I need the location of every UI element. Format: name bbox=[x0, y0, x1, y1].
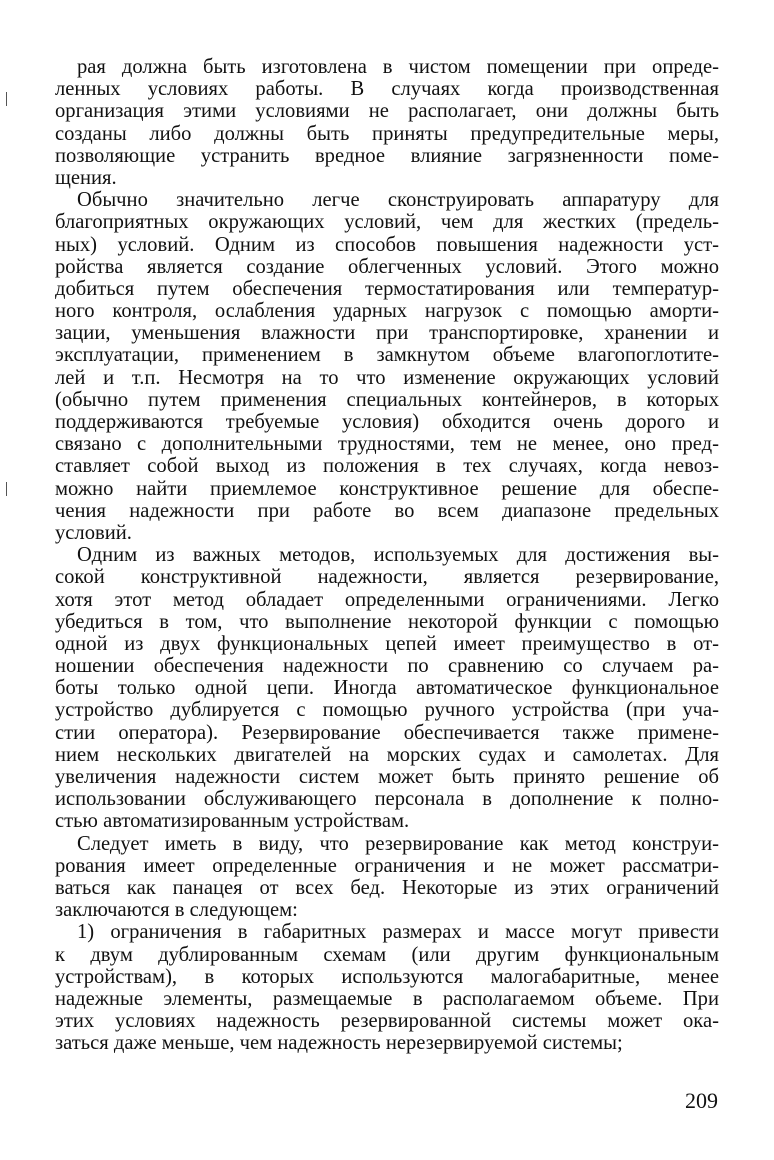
page-body-text bbox=[55, 56, 719, 1054]
text-line: ного контроля, ослабления ударных нагрузок с помощью аморти- bbox=[55, 300, 719, 323]
scan-mark bbox=[6, 92, 7, 106]
text-line: стии оператора). Резервирование обеспечивается также примене- bbox=[55, 721, 719, 744]
text-line: ставляет собой выход из положения в тех случаях, когда невоз- bbox=[55, 455, 719, 478]
text-line: надежные элементы, размещаемые в располагаемом объеме. При bbox=[55, 987, 719, 1010]
text-line: сокой конструктивной надежности, является резервирование, bbox=[55, 566, 719, 589]
text-line: нием нескольких двигателей на морских судах и самолетах. Для bbox=[55, 743, 719, 766]
text-line: заключаются в следующем: bbox=[55, 899, 298, 922]
text-line: условий. bbox=[55, 521, 132, 544]
text-line: благоприятных окружающих условий, чем для жестких (предель- bbox=[55, 211, 719, 234]
text-line: добиться путем обеспечения термостатирования или температур- bbox=[55, 277, 719, 300]
text-line: позволяющие устранить вредное влияние загрязненности поме- bbox=[55, 144, 719, 167]
text-line: Следует иметь в виду, что резервирование как метод конструи- bbox=[77, 832, 719, 855]
text-line: (обычно путем применения специальных контейнеров, в которых bbox=[55, 388, 719, 411]
scan-mark bbox=[6, 482, 7, 496]
text-line: организация этими условиями не располагает, они должны быть bbox=[55, 100, 719, 123]
text-line: стью автоматизированным устройствам. bbox=[55, 810, 410, 833]
text-line: можно найти приемлемое конструктивное решение для обеспе- bbox=[55, 477, 719, 500]
text-line: увеличения надежности систем может быть принято решение об bbox=[55, 766, 719, 788]
text-line: хотя этот метод обладает определенными ограничениями. Легко bbox=[55, 588, 719, 611]
text-line: рая должна быть изготовлена в чистом помещении при опреде- bbox=[77, 56, 719, 78]
text-line: 1) ограничения в габаритных размерах и массе могут привести bbox=[77, 921, 719, 944]
text-line: этих условиях надежность резервированной системы может ока- bbox=[55, 1010, 719, 1033]
text-line: устройство дублируется с помощью ручного устройства (при уча- bbox=[55, 699, 719, 722]
text-line: эксплуатации, применением в замкнутом объеме влагопоглотите- bbox=[55, 344, 719, 367]
paragraph bbox=[55, 189, 719, 544]
text-line: связано с дополнительными трудностями, тем не менее, оно пред- bbox=[55, 433, 719, 456]
paragraph bbox=[55, 833, 719, 922]
text-line: устройствам), в которых используются малогабаритные, менее bbox=[55, 965, 719, 988]
text-line: ленных условиях работы. В случаях когда производственная bbox=[55, 78, 719, 101]
paragraph bbox=[55, 544, 719, 832]
paragraph bbox=[55, 921, 719, 1054]
text-line: ройства является создание облегченных условий. Этого можно bbox=[55, 255, 719, 278]
text-line: Одним из важных методов, используемых для достижения вы- bbox=[77, 544, 719, 567]
text-line: поддерживаются требуемые условия) обходится очень дорого и bbox=[55, 411, 719, 433]
text-line: зации, уменьшения влажности при транспортировке, хранении и bbox=[55, 322, 719, 345]
text-line: ваться как панацея от всех бед. Некоторые из этих ограничений bbox=[55, 876, 719, 899]
text-line: чения надежности при работе во всем диапазоне предельных bbox=[55, 499, 719, 522]
text-line: рования имеет определенные ограничения и не может рассматри- bbox=[55, 854, 719, 877]
text-line: одной из двух функциональных цепей имеет преимущество в от- bbox=[55, 632, 719, 655]
text-line: ных) условий. Одним из способов повышения надежности уст- bbox=[55, 233, 719, 256]
text-line: Обычно значительно легче сконструировать аппаратуру для bbox=[77, 189, 719, 212]
text-line: щения. bbox=[55, 166, 117, 189]
text-line: к двум дублированным схемам (или другим функциональным bbox=[55, 943, 719, 966]
text-line: использовании обслуживающего персонала в дополнение к полно- bbox=[55, 788, 719, 811]
page-number: 209 bbox=[685, 1088, 718, 1113]
text-line: боты только одной цепи. Иногда автоматическое функциональное bbox=[55, 677, 719, 700]
text-line: лей и т.п. Несмотря на то что изменение окружающих условий bbox=[55, 366, 719, 389]
text-line: убедиться в том, что выполнение некоторой функции с помощью bbox=[55, 610, 719, 633]
paragraph bbox=[55, 56, 719, 189]
text-line: заться даже меньше, чем надежность нерезервируемой системы; bbox=[55, 1032, 623, 1055]
text-line: созданы либо должны быть приняты предупредительные меры, bbox=[55, 122, 719, 145]
text-line: ношении обеспечения надежности по сравнению со случаем ра- bbox=[55, 655, 719, 678]
